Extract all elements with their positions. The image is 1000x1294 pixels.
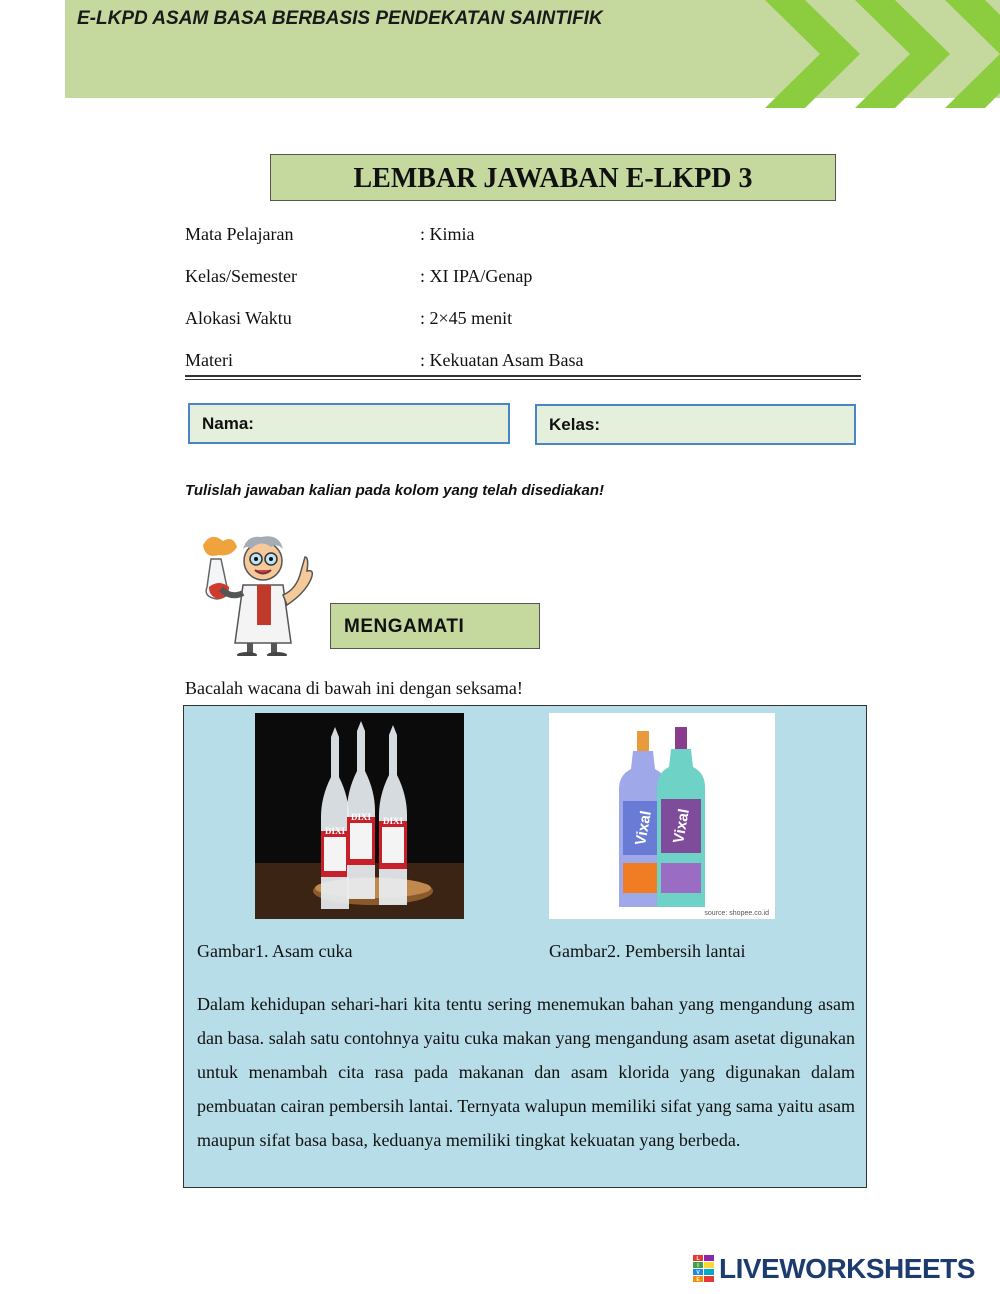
divider-line (185, 375, 861, 377)
chevron-arrows-icon (760, 0, 1000, 108)
chevron-2 (855, 0, 950, 108)
logo-letter-l: L (696, 1256, 700, 1262)
class-field-label: Kelas: (549, 415, 601, 434)
logo-text: LIVEWORKSHEETS (719, 1253, 975, 1284)
info-label-subject: Mata Pelajaran (185, 224, 294, 244)
reading-paragraph: Dalam kehidupan sehari-hari kita tentu sering menemukan bahan yang mengandung asam dan basa. salah satu contohnya yaitu cuka makan yang mengandung asam asetat digunakan untuk menambah cita rasa pada makanan dan asam klorida yang digunakan dalam pembuatan cairan pembersih lantai. Ternyata walupun memiliki sifat yang sama yaitu asam maupun sifat basa basa, keduanya memiliki tingkat kekuatan yang berbeda. (197, 994, 855, 1150)
logo-letter-e: E (696, 1277, 700, 1283)
header-title: E-LKPD ASAM BASA BERBASIS PENDEKATAN SAINTIFIK (77, 8, 603, 29)
info-label-time: Alokasi Waktu (185, 308, 292, 328)
read-prompt: Bacalah wacana di bawah ini dengan seksama! (185, 678, 523, 698)
observe-section-label: MENGAMATI (330, 603, 540, 649)
caption-figure-2: Gambar2. Pembersih lantai (549, 941, 746, 961)
name-field-label: Nama: (202, 414, 254, 433)
floor-cleaner-image (549, 713, 775, 919)
instruction-text: Tulislah jawaban kalian pada kolom yang telah disediakan! (185, 482, 605, 499)
chevron-3 (945, 0, 1000, 108)
cleaner-label-green: Vixal (670, 807, 693, 845)
name-field[interactable] (188, 403, 510, 444)
bottle-label-left: DIXI (324, 826, 346, 836)
info-label-material: Materi (185, 350, 233, 370)
bottle-label-middle: DIXI (350, 812, 372, 822)
liveworksheets-logo (693, 1253, 975, 1285)
image-source-text: source: shopee.co.id (704, 910, 769, 917)
info-value-subject: : Kimia (420, 224, 475, 244)
info-value-material: : Kekuatan Asam Basa (420, 350, 584, 370)
info-value-time: : 2×45 menit (420, 308, 513, 328)
caption-figure-1: Gambar1. Asam cuka (197, 941, 353, 961)
chevron-1 (765, 0, 860, 108)
logo-letter-i: I (697, 1263, 699, 1269)
sheet-title: LEMBAR JAWABAN E-LKPD 3 (270, 154, 836, 201)
logo-blocks-icon (693, 1255, 715, 1283)
scientist-illustration (185, 523, 318, 656)
info-value-class: : XI IPA/Genap (420, 266, 533, 286)
cleaner-label-blue: Vixal (632, 809, 655, 847)
logo-letter-v: V (696, 1270, 700, 1276)
bottle-label-right: DIXI (382, 816, 404, 826)
info-label-class: Kelas/Semester (185, 266, 297, 286)
vinegar-bottles-image (255, 713, 464, 919)
class-field[interactable] (535, 404, 856, 445)
divider-line (185, 379, 861, 380)
